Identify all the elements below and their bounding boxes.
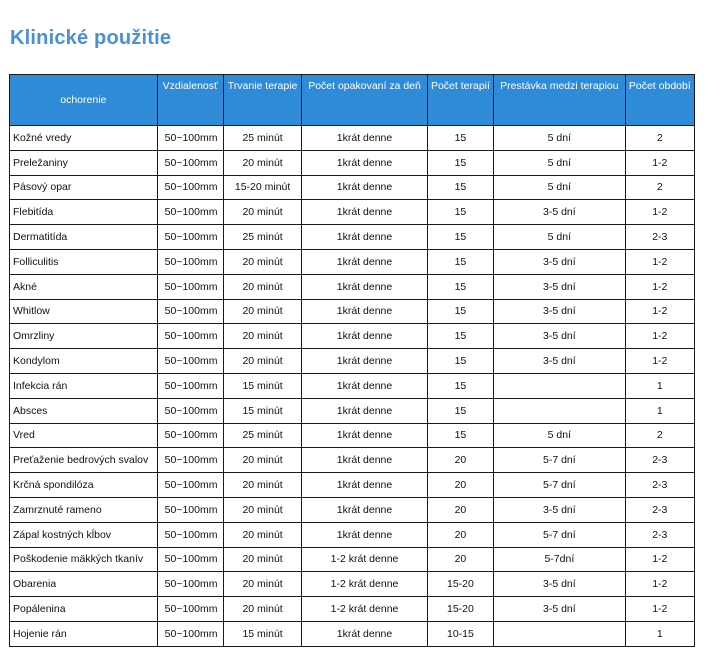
cell-duration: 20 minút <box>223 249 301 274</box>
cell-duration: 15 minút <box>223 621 301 646</box>
cell-repetitions: 1krát denne <box>302 324 428 349</box>
cell-pause: 5 dní <box>494 126 626 151</box>
cell-pause <box>494 373 626 398</box>
cell-distance: 50~100mm <box>157 175 223 200</box>
cell-distance: 50~100mm <box>157 621 223 646</box>
table-row <box>10 324 695 349</box>
cell-pause: 5-7 dní <box>494 448 626 473</box>
cell-disease: Akné <box>10 274 158 299</box>
cell-repetitions: 1krát denne <box>302 150 428 175</box>
cell-distance: 50~100mm <box>157 349 223 374</box>
cell-duration: 15-20 minút <box>223 175 301 200</box>
header-disease: ochorenie <box>10 75 158 126</box>
page-title: Klinické použitie <box>10 27 172 49</box>
cell-therapies: 15 <box>427 225 493 250</box>
cell-therapies: 20 <box>427 497 493 522</box>
cell-disease: Zápal kostných kĺbov <box>10 522 158 547</box>
cell-therapies: 20 <box>427 448 493 473</box>
cell-therapies: 20 <box>427 547 493 572</box>
cell-disease: Popálenina <box>10 597 158 622</box>
cell-disease: Zamrznuté rameno <box>10 497 158 522</box>
cell-periods: 1-2 <box>625 547 694 572</box>
cell-duration: 20 minút <box>223 497 301 522</box>
cell-repetitions: 1krát denne <box>302 423 428 448</box>
table-row <box>10 572 695 597</box>
cell-therapies: 10-15 <box>427 621 493 646</box>
cell-repetitions: 1krát denne <box>302 274 428 299</box>
cell-duration: 20 minút <box>223 200 301 225</box>
cell-periods: 1 <box>625 373 694 398</box>
cell-periods: 1-2 <box>625 274 694 299</box>
table-row <box>10 497 695 522</box>
cell-therapies: 15-20 <box>427 572 493 597</box>
cell-disease: Vred <box>10 423 158 448</box>
cell-repetitions: 1krát denne <box>302 522 428 547</box>
cell-therapies: 15 <box>427 249 493 274</box>
table-row <box>10 274 695 299</box>
cell-periods: 1-2 <box>625 249 694 274</box>
cell-duration: 20 minút <box>223 349 301 374</box>
cell-distance: 50~100mm <box>157 373 223 398</box>
cell-periods: 2-3 <box>625 448 694 473</box>
header-distance: Vzdialenosť <box>157 75 223 126</box>
cell-disease: Flebitída <box>10 200 158 225</box>
cell-periods: 2-3 <box>625 225 694 250</box>
table-row <box>10 349 695 374</box>
cell-distance: 50~100mm <box>157 150 223 175</box>
cell-periods: 2 <box>625 126 694 151</box>
cell-pause: 5 dní <box>494 150 626 175</box>
table-body <box>10 126 695 647</box>
table-row <box>10 200 695 225</box>
cell-periods: 1-2 <box>625 150 694 175</box>
header-repetitions: Počet opakovaní za deň <box>302 75 428 126</box>
cell-disease: Kožné vredy <box>10 126 158 151</box>
cell-periods: 2 <box>625 175 694 200</box>
cell-distance: 50~100mm <box>157 473 223 498</box>
cell-pause: 3-5 dní <box>494 497 626 522</box>
cell-distance: 50~100mm <box>157 225 223 250</box>
cell-pause: 5 dní <box>494 423 626 448</box>
cell-distance: 50~100mm <box>157 597 223 622</box>
header-therapies: Počet terapií <box>427 75 493 126</box>
cell-disease: Infekcia rán <box>10 373 158 398</box>
cell-duration: 25 minút <box>223 423 301 448</box>
table-row <box>10 522 695 547</box>
cell-distance: 50~100mm <box>157 126 223 151</box>
cell-distance: 50~100mm <box>157 547 223 572</box>
cell-periods: 1 <box>625 621 694 646</box>
cell-repetitions: 1krát denne <box>302 448 428 473</box>
cell-therapies: 15 <box>427 398 493 423</box>
cell-disease: Omrzliny <box>10 324 158 349</box>
cell-therapies: 15 <box>427 150 493 175</box>
table-row <box>10 150 695 175</box>
cell-duration: 20 minút <box>223 324 301 349</box>
cell-distance: 50~100mm <box>157 398 223 423</box>
cell-repetitions: 1krát denne <box>302 225 428 250</box>
cell-repetitions: 1krát denne <box>302 126 428 151</box>
cell-repetitions: 1krát denne <box>302 398 428 423</box>
cell-therapies: 15 <box>427 200 493 225</box>
cell-periods: 1-2 <box>625 324 694 349</box>
cell-pause: 5 dní <box>494 175 626 200</box>
cell-therapies: 15 <box>427 324 493 349</box>
table-row <box>10 448 695 473</box>
cell-duration: 20 minút <box>223 299 301 324</box>
cell-pause <box>494 621 626 646</box>
cell-pause: 3-5 dní <box>494 572 626 597</box>
cell-periods: 1-2 <box>625 299 694 324</box>
cell-periods: 2-3 <box>625 522 694 547</box>
cell-duration: 25 minút <box>223 126 301 151</box>
cell-duration: 20 minút <box>223 547 301 572</box>
cell-distance: 50~100mm <box>157 249 223 274</box>
cell-pause: 3-5 dní <box>494 200 626 225</box>
cell-repetitions: 1krát denne <box>302 175 428 200</box>
cell-duration: 20 minút <box>223 522 301 547</box>
cell-disease: Pásový opar <box>10 175 158 200</box>
cell-duration: 15 minút <box>223 373 301 398</box>
cell-pause: 5-7dní <box>494 547 626 572</box>
cell-disease: Dermatitída <box>10 225 158 250</box>
cell-disease: Poškodenie mäkkých tkanív <box>10 547 158 572</box>
cell-pause: 5 dní <box>494 225 626 250</box>
cell-distance: 50~100mm <box>157 497 223 522</box>
cell-disease: Hojenie rán <box>10 621 158 646</box>
cell-disease: Krčná spondilóza <box>10 473 158 498</box>
cell-duration: 20 minút <box>223 274 301 299</box>
cell-repetitions: 1krát denne <box>302 621 428 646</box>
cell-duration: 15 minút <box>223 398 301 423</box>
cell-disease: Obarenia <box>10 572 158 597</box>
cell-repetitions: 1krát denne <box>302 373 428 398</box>
cell-disease: Absces <box>10 398 158 423</box>
cell-distance: 50~100mm <box>157 522 223 547</box>
cell-repetitions: 1krát denne <box>302 497 428 522</box>
header-duration: Trvanie terapie <box>223 75 301 126</box>
cell-repetitions: 1krát denne <box>302 473 428 498</box>
cell-therapies: 20 <box>427 473 493 498</box>
cell-distance: 50~100mm <box>157 274 223 299</box>
cell-periods: 1-2 <box>625 572 694 597</box>
cell-pause: 3-5 dní <box>494 597 626 622</box>
cell-therapies: 15-20 <box>427 597 493 622</box>
cell-distance: 50~100mm <box>157 423 223 448</box>
cell-periods: 2-3 <box>625 473 694 498</box>
cell-repetitions: 1-2 krát denne <box>302 572 428 597</box>
cell-periods: 1-2 <box>625 200 694 225</box>
cell-duration: 20 minút <box>223 448 301 473</box>
table-row <box>10 597 695 622</box>
cell-duration: 20 minút <box>223 597 301 622</box>
cell-distance: 50~100mm <box>157 324 223 349</box>
table-row <box>10 225 695 250</box>
cell-pause: 3-5 dní <box>494 324 626 349</box>
cell-disease: Preležaniny <box>10 150 158 175</box>
cell-distance: 50~100mm <box>157 200 223 225</box>
cell-disease: Kondylom <box>10 349 158 374</box>
cell-periods: 1-2 <box>625 349 694 374</box>
cell-repetitions: 1krát denne <box>302 249 428 274</box>
cell-periods: 2 <box>625 423 694 448</box>
cell-periods: 2-3 <box>625 497 694 522</box>
cell-disease: Preťaženie bedrových svalov <box>10 448 158 473</box>
cell-disease: Whitlow <box>10 299 158 324</box>
cell-therapies: 15 <box>427 349 493 374</box>
header-pause: Prestávka medzi terapiou <box>494 75 626 126</box>
cell-pause: 5-7 dní <box>494 473 626 498</box>
cell-pause: 5-7 dní <box>494 522 626 547</box>
cell-therapies: 15 <box>427 274 493 299</box>
table-row <box>10 175 695 200</box>
cell-therapies: 15 <box>427 299 493 324</box>
table-row <box>10 373 695 398</box>
table-row <box>10 423 695 448</box>
cell-periods: 1-2 <box>625 597 694 622</box>
table-row <box>10 621 695 646</box>
cell-therapies: 15 <box>427 175 493 200</box>
cell-pause: 3-5 dní <box>494 249 626 274</box>
cell-distance: 50~100mm <box>157 299 223 324</box>
table-row <box>10 473 695 498</box>
cell-duration: 20 minút <box>223 572 301 597</box>
cell-duration: 25 minút <box>223 225 301 250</box>
table-row <box>10 547 695 572</box>
cell-therapies: 15 <box>427 126 493 151</box>
cell-distance: 50~100mm <box>157 572 223 597</box>
cell-pause: 3-5 dní <box>494 299 626 324</box>
cell-repetitions: 1-2 krát denne <box>302 547 428 572</box>
cell-periods: 1 <box>625 398 694 423</box>
cell-repetitions: 1-2 krát denne <box>302 597 428 622</box>
cell-pause: 3-5 dní <box>494 349 626 374</box>
cell-duration: 20 minút <box>223 150 301 175</box>
cell-therapies: 15 <box>427 373 493 398</box>
cell-repetitions: 1krát denne <box>302 299 428 324</box>
cell-duration: 20 minút <box>223 473 301 498</box>
cell-repetitions: 1krát denne <box>302 200 428 225</box>
table-row <box>10 249 695 274</box>
table-header-row <box>10 75 695 126</box>
cell-therapies: 20 <box>427 522 493 547</box>
header-periods: Počet období <box>625 75 694 126</box>
clinical-use-table <box>9 74 695 647</box>
table-row <box>10 126 695 151</box>
cell-pause <box>494 398 626 423</box>
table-row <box>10 398 695 423</box>
cell-distance: 50~100mm <box>157 448 223 473</box>
cell-disease: Folliculitis <box>10 249 158 274</box>
table-row <box>10 299 695 324</box>
cell-pause: 3-5 dní <box>494 274 626 299</box>
cell-therapies: 15 <box>427 423 493 448</box>
cell-repetitions: 1krát denne <box>302 349 428 374</box>
